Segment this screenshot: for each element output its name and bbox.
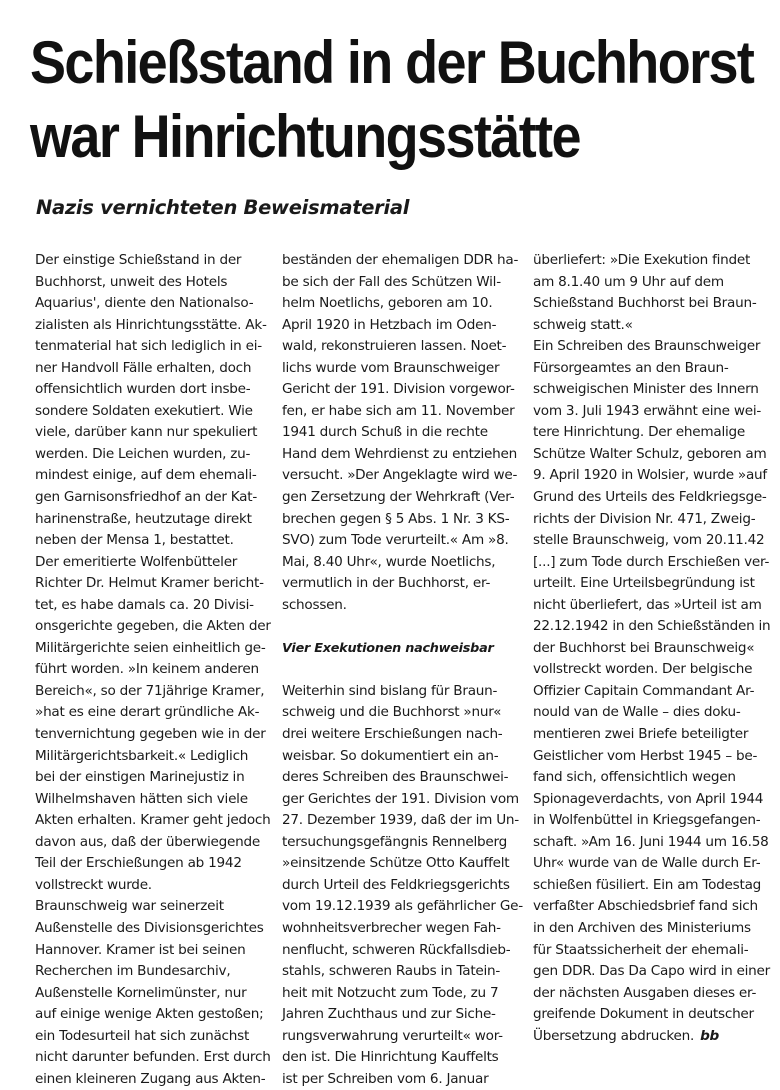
text-line: bei der einstigen Marinejustiz in [35,769,245,786]
text-line: der nächsten Ausgaben dieses er- [533,984,757,1001]
text-line: tenvernichtung gegeben wie in der [35,726,266,743]
text-line: schaft. »Am 16. Juni 1944 um 16.58 [533,833,769,850]
text-line: stelle Braunschweig, vom 20.11.42 [533,532,765,549]
text-line: Außenstelle des Divisionsgerichtes [35,919,264,936]
text-line: davon aus, daß der überwiegende [35,833,260,850]
text-line: tet, es habe damals ca. 20 Divisi- [35,596,254,613]
text-line: gen Garnisonsfriedhof an der Kat- [35,489,257,506]
text-line: heit mit Notzucht zum Tode, zu 7 [282,984,499,1001]
text-line: drei weitere Erschießungen nach- [282,726,503,743]
text-line: Der emeritierte Wolfenbütteler [35,553,238,570]
text-line: [...] zum Tode durch Erschießen ver- [533,553,770,570]
text-line: Offizier Capitain Commandant Ar- [533,682,755,699]
text-line: tere Hinrichtung. Der ehemalige [533,424,746,441]
article-subtitle: Nazis vernichteten Beweismaterial [36,196,410,219]
text-line: 1941 durch Schuß in die rechte [282,424,488,441]
text-line: be sich der Fall des Schützen Wil- [282,273,501,290]
text-line: onsgerichte gegeben, die Akten der [35,618,271,635]
text-line: führt worden. »In keinem anderen [35,661,259,678]
text-line: fen, er habe sich am 11. November [282,402,515,419]
text-line: 9. April 1920 in Wolsier, wurde »auf [533,467,767,484]
text-line: in Wolfenbüttel in Kriegsgefangen- [533,812,761,829]
text-line: ner Handvoll Fälle erhalten, doch [35,359,252,376]
text-line: 22.12.1942 in den Schießständen in [533,618,771,635]
text-line: Spionageverdachts, von April 1944 [533,790,764,807]
text-line: brechen gegen § 5 Abs. 1 Nr. 3 KS- [282,510,510,527]
text-line: Grund des Urteils des Feldkriegsge- [533,489,767,506]
text-line: tenmaterial hat sich lediglich in ei- [35,338,262,355]
text-line: wohnheitsverbrecher wegen Fah- [282,919,501,936]
text-line: Bereich«, so der 71jährige Kramer, [35,682,265,699]
text-column-1 [35,250,270,1090]
text-line: einen kleineren Zugang aus Akten- [35,1070,266,1087]
text-line: Schütze Walter Schulz, geboren am [533,445,767,462]
text-line: Richter Dr. Helmut Kramer bericht- [35,575,264,592]
text-line: ger Gerichtes der 191. Division vom [282,790,519,807]
text-line: Fürsorgeamtes an den Braun- [533,359,729,376]
text-line: den ist. Die Hinrichtung Kauffelts [282,1049,499,1066]
text-line: am 8.1.40 um 9 Uhr auf dem [533,273,724,290]
text-line: »einsitzende Schütze Otto Kauffelt [282,855,510,872]
text-line: der Buchhorst bei Braunschweig« [533,639,755,656]
paragraph-gap [282,616,517,638]
text-line: Hand dem Wehrdienst zu entziehen [282,445,518,462]
text-line: harinenstraße, heutzutage direkt [35,510,252,527]
text-line: schweig statt.« [533,316,633,333]
text-line: stahls, schweren Raubs in Tatein- [282,963,501,980]
text-line: gen DDR. Das Da Capo wird in einer [533,963,770,980]
text-line: Geistlicher vom Herbst 1945 – be- [533,747,758,764]
text-line: vollstreckt worden. Der belgische [533,661,753,678]
text-line: schweig und die Buchhorst »nur« [282,704,502,721]
text-line: Gericht der 191. Division vorgewor- [282,381,515,398]
text-line: schossen. [282,596,347,613]
text-line: versucht. »Der Angeklagte wird we- [282,467,518,484]
text-line: neben der Mensa 1, bestattet. [35,532,234,549]
text-line: mentieren zwei Briefe beteiligter [533,726,749,743]
text-line: Ein Schreiben des Braunschweiger [533,338,761,355]
text-line: ist per Schreiben vom 6. Januar [282,1070,489,1087]
text-line: lichs wurde vom Braunschweiger [282,359,500,376]
text-line: richts der Division Nr. 471, Zweig- [533,510,756,527]
text-line: nicht darunter befunden. Erst durch [35,1049,271,1066]
text-line: Akten erhalten. Kramer geht jedoch [35,812,271,829]
text-line: Übersetzung abdrucken. bb [533,1027,720,1044]
text-line: Schießstand Buchhorst bei Braun- [533,295,757,312]
headline-line-1: Schießstand in der Buchhorst [30,29,754,97]
text-line: Weiterhin sind bislang für Braun- [282,682,498,699]
text-line: beständen der ehemaligen DDR ha- [282,252,519,268]
text-line: weisbar. So dokumentiert ein an- [282,747,499,764]
text-line: Buchhorst, unweit des Hotels [35,273,228,290]
text-column-3 [533,250,778,1047]
text-line: wald, rekonstruieren lassen. Noet- [282,338,507,355]
text-line: gen Zersetzung der Wehrkraft (Ver- [282,489,515,506]
text-line: April 1920 in Hetzbach im Oden- [282,316,497,333]
headline-line-2: war Hinrichtungsstätte [30,103,580,171]
text-line: vollstreckt wurde. [35,876,152,893]
text-line: Wilhelmshaven hätten sich viele [35,790,248,807]
text-line: tersuchungsgefängnis Rennelberg [282,833,507,850]
text-line: Außenstelle Kornelimünster, nur [35,984,247,1001]
section-heading: Vier Exekutionen nachweisbar [282,640,494,656]
text-line: mindest einige, auf dem ehemali- [35,467,257,484]
text-line: Der einstige Schießstand in der [35,252,242,268]
text-line: Braunschweig war seinerzeit [35,898,224,915]
text-line: SVO) zum Tode verurteilt.« Am »8. [282,532,509,549]
text-line: vom 19.12.1939 als gefährlicher Ge- [282,898,523,915]
text-line: »hat es eine derart gründliche Ak- [35,704,260,721]
text-line: verfaßter Abschiedsbrief fand sich [533,898,758,915]
text-line: greifende Dokument in deutscher [533,1006,754,1023]
text-line: zialisten als Hinrichtungsstätte. Ak- [35,316,267,333]
text-line: Recherchen im Bundesarchiv, [35,963,231,980]
text-line: urteilt. Eine Urteilsbegründung ist [533,575,755,592]
text-line: vom 3. Juli 1943 erwähnt eine wei- [533,402,762,419]
paragraph-gap [282,659,517,681]
text-line: vermutlich in der Buchhorst, er- [282,575,491,592]
text-line: durch Urteil des Feldkriegsgerichts [282,876,510,893]
text-line: Uhr« wurde van de Walle durch Er- [533,855,761,872]
text-line: fand sich, offensichtlich wegen [533,769,736,786]
text-line: nenflucht, schweren Rückfallsdieb- [282,941,511,958]
text-column-2 [282,250,523,1090]
text-line: Aquarius', diente den Nationalso- [35,295,254,312]
text-line: auf einige wenige Akten gestoßen; [35,1006,264,1023]
text-line: für Staatssicherheit der ehemali- [533,941,749,958]
text-line: nould van de Walle – dies doku- [533,704,741,721]
text-line: rungsverwahrung verurteilt« wor- [282,1027,503,1044]
text-line: Militärgerichtsbarkeit.« Lediglich [35,747,249,764]
text-line: helm Noetlichs, geboren am 10. [282,295,493,312]
text-line: Militärgerichte seien einheitlich ge- [35,639,266,656]
text-line: viele, darüber kann nur spekuliert [35,424,258,441]
text-line: Hannover. Kramer ist bei seinen [35,941,246,958]
author-signature: bb [700,1027,720,1044]
text-line: 27. Dezember 1939, daß der im Un- [282,812,519,829]
text-line: nicht überliefert, das »Urteil ist am [533,596,762,613]
text-line: überliefert: »Die Exekution findet [533,252,751,268]
text-line: Jahren Zuchthaus und zur Siche- [282,1006,496,1023]
text-line: werden. Die Leichen wurden, zu- [35,445,251,462]
text-line: schweigischen Minister des Innern [533,381,759,398]
text-line: in den Archiven des Ministeriums [533,919,751,936]
text-line: Teil der Erschießungen ab 1942 [35,855,242,872]
text-line: offensichtlich wurden dort insbe- [35,381,251,398]
text-line: schießen füsiliert. Ein am Todestag [533,876,762,893]
text-line: ein Todesurteil hat sich zunächst [35,1027,250,1044]
text-line: deres Schreiben des Braunschwei- [282,769,509,786]
text-line: Mai, 8.40 Uhr«, wurde Noetlichs, [282,553,496,570]
article-headline [30,26,770,174]
text-line: sondere Soldaten exekutiert. Wie [35,402,253,419]
